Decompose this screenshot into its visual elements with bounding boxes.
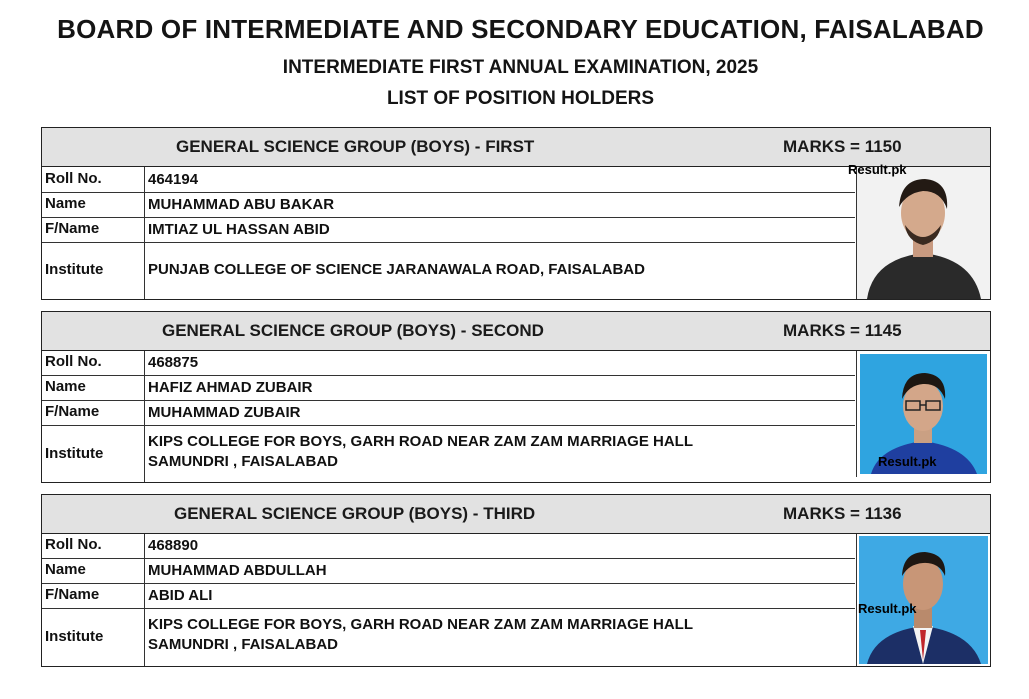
- roll-label: Roll No.: [45, 170, 102, 187]
- marks-label: MARKS = 1136: [783, 504, 902, 523]
- position-holder-card-third: [41, 494, 991, 667]
- watermark: Result.pk: [858, 601, 917, 616]
- institute-value-line2: SAMUNDRI , FAISALABAD: [148, 453, 338, 470]
- group-band: [42, 312, 990, 351]
- exam-title: INTERMEDIATE FIRST ANNUAL EXAMINATION, 2025: [282, 57, 759, 78]
- name-label: Name: [45, 561, 86, 578]
- position-holder-card-second: [41, 311, 991, 483]
- fname-label: F/Name: [45, 403, 100, 420]
- fname-row: [42, 583, 855, 609]
- group-title: GENERAL SCIENCE GROUP (BOYS) - THIRD: [174, 504, 536, 523]
- institute-label: Institute: [45, 445, 104, 462]
- fname-label: F/Name: [45, 220, 100, 237]
- name-value: MUHAMMAD ABU BAKAR: [148, 196, 335, 213]
- fname-row: [42, 217, 855, 243]
- roll-value: 468875: [148, 354, 199, 371]
- institute-value-line2: SAMUNDRI , FAISALABAD: [148, 636, 338, 653]
- group-title: GENERAL SCIENCE GROUP (BOYS) - FIRST: [176, 137, 535, 156]
- name-value: MUHAMMAD ABDULLAH: [148, 562, 327, 579]
- roll-row: [42, 351, 855, 376]
- name-value: HAFIZ AHMAD ZUBAIR: [148, 379, 313, 396]
- watermark: Result.pk: [848, 162, 907, 177]
- institute-value-line1: KIPS COLLEGE FOR BOYS, GARH ROAD NEAR ZAM ZAM MARRIAGE HALL: [148, 616, 693, 633]
- list-title: LIST OF POSITION HOLDERS: [386, 88, 655, 109]
- marks-label: MARKS = 1150: [783, 137, 902, 156]
- group-title: GENERAL SCIENCE GROUP (BOYS) - SECOND: [162, 321, 544, 340]
- fname-value: MUHAMMAD ZUBAIR: [148, 404, 301, 421]
- fname-label: F/Name: [45, 586, 100, 603]
- institute-value: PUNJAB COLLEGE OF SCIENCE JARANAWALA ROAD, FAISALABAD: [148, 261, 645, 278]
- name-label: Name: [45, 378, 86, 395]
- watermark: Result.pk: [878, 454, 937, 469]
- institute-label: Institute: [45, 261, 104, 278]
- group-band: [42, 495, 990, 534]
- board-title: BOARD OF INTERMEDIATE AND SECONDARY EDUCATION, FAISALABAD: [57, 14, 984, 44]
- roll-label: Roll No.: [45, 536, 102, 553]
- name-label: Name: [45, 195, 86, 212]
- institute-row: [42, 243, 855, 299]
- fname-row: [42, 400, 855, 426]
- institute-row: [42, 426, 855, 482]
- roll-label: Roll No.: [45, 353, 102, 370]
- institute-row: [42, 609, 855, 666]
- institute-value-line1: KIPS COLLEGE FOR BOYS, GARH ROAD NEAR ZAM ZAM MARRIAGE HALL: [148, 433, 693, 450]
- name-row: [42, 192, 855, 218]
- roll-value: 468890: [148, 537, 199, 554]
- institute-label: Institute: [45, 628, 104, 645]
- roll-row: [42, 167, 855, 193]
- student-photo: [856, 534, 990, 666]
- name-row: [42, 375, 855, 401]
- marks-label: MARKS = 1145: [783, 321, 902, 340]
- position-holder-card-first: [41, 127, 991, 300]
- student-photo: [856, 167, 990, 299]
- name-row: [42, 558, 855, 584]
- fname-value: ABID ALI: [148, 587, 213, 604]
- fname-value: IMTIAZ UL HASSAN ABID: [148, 221, 330, 238]
- roll-value: 464194: [148, 171, 199, 188]
- roll-row: [42, 534, 855, 559]
